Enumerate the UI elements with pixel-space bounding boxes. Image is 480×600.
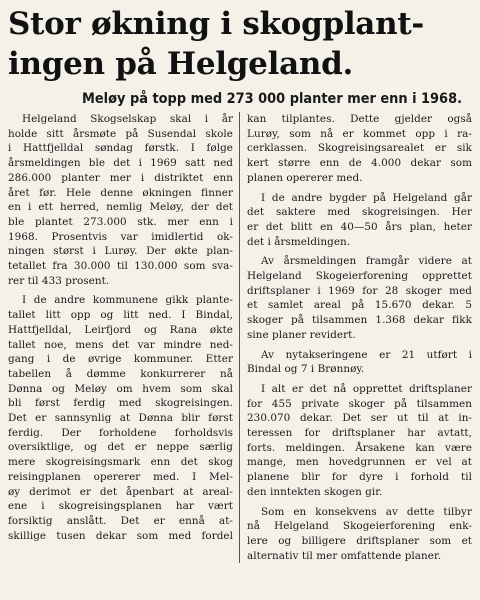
right-column-line: Av nytakseringene er 21 utført i (261, 348, 472, 361)
left-column-line: forsiktig anslått. Det er ennå at- (8, 514, 233, 527)
right-column-line: teressen for driftsplaner har avtatt, (247, 427, 472, 440)
subheadline: Meløy på topp med 273 000 planter mer enn i 1968. (82, 91, 462, 107)
left-column-line: gang i de øvrige kommuner. Etter (8, 353, 233, 366)
left-column-line: en i ett herred, nemlig Meløy, der det (8, 201, 233, 214)
article-body (8, 112, 472, 563)
left-column-line: Det er sannsynlig at Dønna blir først (8, 412, 233, 425)
left-column-line: rer til 433 prosent. (8, 274, 110, 287)
right-column-line: kan tilplantes. Dette gjelder også (247, 113, 472, 125)
right-column-line: for 455 private skoger på tilsammen (247, 397, 472, 410)
left-column-line: ferdig. Der forholdene forholdsvis (8, 426, 233, 439)
right-column-line: Lurøy, som nå er kommet opp i ra- (247, 127, 472, 140)
right-column-line: Helgeland Skogeierforening opprettet (247, 270, 472, 283)
left-column-line: tallet noe, mens det var mindre ned- (8, 338, 233, 351)
left-column (8, 112, 240, 563)
right-column-line: alternativ til mer omfattende planer. (247, 549, 442, 562)
right-column-line: driftsplaner i 1969 for 28 skoger med (247, 284, 472, 297)
right-column-line: er det blitt en 40—50 års plan, heter (247, 220, 472, 233)
right-column-line: I alt er det nå opprettet driftsplaner (261, 382, 472, 395)
left-column-line: 286.000 planter mer i distriktet enn (8, 171, 233, 184)
right-column-line: mange, men hovedgrunnen er vel at (247, 456, 472, 469)
left-column-line: 1968. Prosentvis var imidlertid ok- (8, 230, 233, 243)
right-column-line: det i årsmeldingen. (247, 235, 351, 248)
right-column-line: planen opererer med. (247, 171, 363, 184)
right-column-line: kert større enn de 4.000 dekar som (247, 157, 472, 170)
left-column-line: oversiktlige, og det er neppe særlig (8, 441, 233, 454)
left-column-line: ningen størst i Lurøy. Der økte plan- (8, 245, 233, 258)
left-column-line: Dønna og Meløy om hvem som skal (8, 382, 233, 395)
headline-line-2: ingen på Helgeland. (8, 46, 353, 82)
left-column-line: tetallet fra 30.000 til 130.000 som sva- (8, 260, 233, 273)
right-column-line: Bindal og 7 i Brønnøy. (247, 363, 365, 376)
left-column-line: Helgeland Skogselskap skal i år (22, 113, 233, 125)
left-column-line: holde sitt årsmøte på Susendal skole (8, 127, 233, 140)
right-column-line: den inntekten skogen gir. (247, 485, 383, 498)
right-column-line: skoger på tilsammen 1.368 dekar fikk (247, 314, 472, 327)
right-column-line: planene blir for dyre i forhold til (247, 471, 472, 484)
right-column-line: cerklassen. Skogreisingsarealet er sik (247, 142, 472, 155)
left-column-line: i Hattfjelldal søndag førstk. I følge (8, 142, 233, 155)
left-column-line: bli først ferdig med skogreisingen. (8, 397, 233, 410)
left-column-line: året før. Hele denne økningen finner (8, 186, 233, 199)
right-column-line: et samlet areal på 15.670 dekar. 5 (247, 299, 472, 312)
right-column-line: 230.070 dekar. Det ser ut til at in- (247, 412, 472, 425)
left-column-line: ble plantet 273.000 stk. mer enn i (8, 215, 233, 228)
left-column-line: tallet litt opp og litt ned. I Bindal, (8, 309, 233, 322)
right-column-line: I de andre bygder på Helgeland går (261, 191, 472, 204)
left-column-line: skillige tusen dekar som med fordel (8, 529, 233, 542)
left-column-line: årsmeldingen ble det i 1969 satt ned (8, 157, 233, 170)
right-column-line: Av årsmeldingen framgår videre at (261, 255, 472, 268)
left-column-line: ene i skogreisingsplanen har vært (8, 500, 233, 513)
left-column-line: øy derimot er det åpenbart at areal- (8, 485, 233, 498)
left-column-line: mere skogreisingsmark enn det skog (8, 456, 233, 469)
right-column-line: lere og billigere driftsplaner som et (247, 534, 472, 547)
right-column-line: sine planer revidert. (247, 328, 356, 341)
right-column-line: det saktere med skogreisingen. Her (247, 206, 472, 219)
left-column-line: I de andre kommunene gikk plante- (22, 294, 233, 307)
left-column-line: tabellen å dømme konkurrerer nå (8, 367, 233, 380)
right-column-line: Som en konsekvens av dette tilbyr (261, 505, 472, 518)
headline-line-1: Stor økning i skogplant- (8, 6, 424, 42)
left-column-line: Hattfjelldal, Leirfjord og Rana økte (8, 323, 233, 336)
right-column-line: nå Helgeland Skogeierforening enk- (247, 520, 472, 533)
left-column-line: reisingplanen opererer med. I Mel- (8, 470, 233, 483)
right-column (247, 112, 472, 563)
right-column-line: forts. meldingen. Årsakene kan være (247, 441, 472, 454)
